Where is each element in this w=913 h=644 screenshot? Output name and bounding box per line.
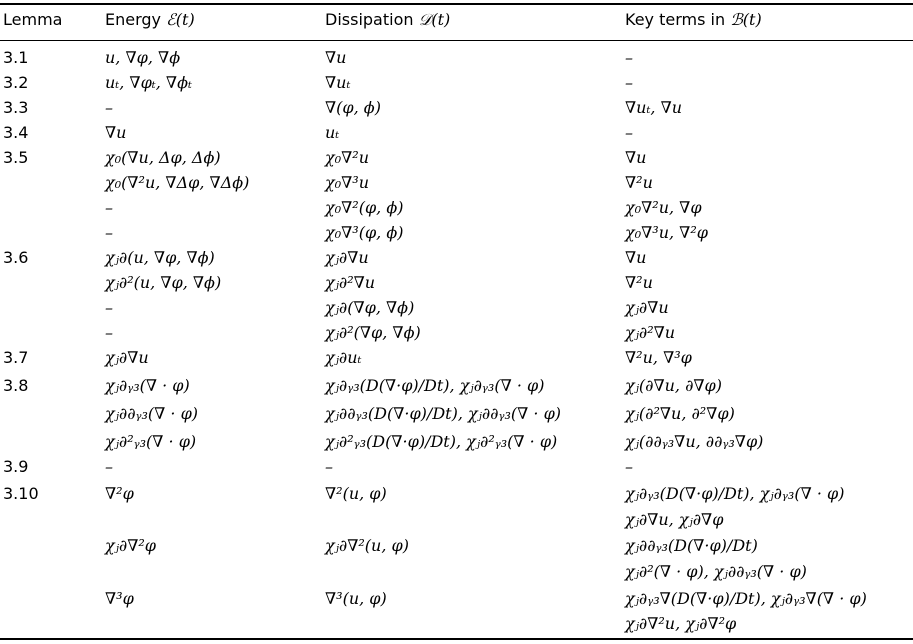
key-terms-cell: χⱼ∂∇u <box>625 298 669 317</box>
table-row <box>0 586 913 611</box>
energy-cell: χⱼ∂ᵧ₃(∇ · φ) <box>105 376 190 395</box>
dissipation-cell: ∇²(u, φ) <box>325 484 387 503</box>
header-dissipation <box>325 9 450 31</box>
table-row <box>0 270 913 295</box>
table-row <box>0 559 913 584</box>
energy-cell: ∇²φ <box>105 484 134 503</box>
lemma-cell: 3.5 <box>3 148 29 167</box>
header-key-terms <box>625 9 762 31</box>
key-terms-cell: χⱼ∂²∇u <box>625 323 676 342</box>
table-row <box>0 70 913 95</box>
energy-cell: – <box>105 223 113 242</box>
header-energy-prefix: Energy <box>105 10 167 29</box>
dissipation-cell: uₜ <box>325 123 340 142</box>
key-terms-cell: ∇²u <box>625 273 653 292</box>
key-terms-cell: χⱼ∂∇u, χⱼ∂∇φ <box>625 510 724 529</box>
table-row <box>0 95 913 120</box>
header-key-symbol: ℬ <box>730 10 743 29</box>
energy-cell: u, ∇φ, ∇ϕ <box>105 48 181 67</box>
energy-cell: χⱼ∂²(u, ∇φ, ∇ϕ) <box>105 273 222 292</box>
dissipation-cell: χⱼ∂∇²(u, φ) <box>325 536 409 555</box>
lemma-cell: 3.9 <box>3 457 29 476</box>
dissipation-cell: χ₀∇²(φ, ϕ) <box>325 198 404 217</box>
table-row <box>0 245 913 270</box>
header-energy-arg: (t) <box>175 10 195 29</box>
key-terms-cell: ∇u <box>625 148 647 167</box>
dissipation-cell: ∇(φ, ϕ) <box>325 98 381 117</box>
key-terms-cell: – <box>625 48 633 67</box>
dissipation-cell: χⱼ∂uₜ <box>325 348 362 367</box>
dissipation-cell: χⱼ∂∇u <box>325 248 369 267</box>
table-row <box>0 220 913 245</box>
table-row <box>0 454 913 479</box>
bottom-rule <box>0 638 913 640</box>
header-energy-symbol: ℰ <box>166 10 176 29</box>
lemma-cell: 3.4 <box>3 123 29 142</box>
key-terms-cell: χⱼ∂∂ᵧ₃(D(∇·φ)/Dt) <box>625 536 758 555</box>
key-terms-cell: χⱼ∂∇²u, χⱼ∂∇²φ <box>625 614 737 633</box>
key-terms-cell: ∇²u, ∇³φ <box>625 348 692 367</box>
lemma-cell: 3.6 <box>3 248 29 267</box>
energy-cell: χⱼ∂²ᵧ₃(∇ · φ) <box>105 432 197 451</box>
energy-cell: χⱼ∂∇²φ <box>105 536 156 555</box>
energy-cell: – <box>105 198 113 217</box>
table-row <box>0 295 913 320</box>
dissipation-cell: ∇³(u, φ) <box>325 589 387 608</box>
key-terms-cell: ∇uₜ, ∇u <box>625 98 683 117</box>
dissipation-cell: χⱼ∂∂ᵧ₃(D(∇·φ)/Dt), χⱼ∂∂ᵧ₃(∇ · φ) <box>325 404 562 423</box>
header-dissipation-arg: (t) <box>431 10 451 29</box>
lemma-cell: 3.3 <box>3 98 29 117</box>
energy-cell: – <box>105 298 113 317</box>
energy-cell: – <box>105 457 113 476</box>
table-row <box>0 145 913 170</box>
energy-cell: χ₀(∇u, Δφ, Δϕ) <box>105 148 221 167</box>
table-row <box>0 195 913 220</box>
energy-cell: χⱼ∂(u, ∇φ, ∇ϕ) <box>105 248 215 267</box>
table-row <box>0 507 913 532</box>
dissipation-cell: χⱼ∂²ᵧ₃(D(∇·φ)/Dt), χⱼ∂²ᵧ₃(∇ · φ) <box>325 432 558 451</box>
dissipation-cell: χⱼ∂ᵧ₃(D(∇·φ)/Dt), χⱼ∂ᵧ₃(∇ · φ) <box>325 376 545 395</box>
energy-cell: – <box>105 98 113 117</box>
key-terms-cell: – <box>625 73 633 92</box>
table-row <box>0 45 913 70</box>
key-terms-cell: ∇u <box>625 248 647 267</box>
dissipation-cell: χ₀∇²u <box>325 148 369 167</box>
dissipation-cell: ∇u <box>325 48 347 67</box>
table-row <box>0 611 913 636</box>
header-key-prefix: Key terms in <box>625 10 731 29</box>
key-terms-cell: χⱼ∂²(∇ · φ), χⱼ∂∂ᵧ₃(∇ · φ) <box>625 562 807 581</box>
dissipation-cell: ∇uₜ <box>325 73 351 92</box>
dissipation-cell: χ₀∇³(φ, ϕ) <box>325 223 404 242</box>
header-rule <box>0 40 913 41</box>
header-dissipation-symbol: 𝒟 <box>418 10 432 29</box>
key-terms-cell: ∇²u <box>625 173 653 192</box>
energy-cell: χⱼ∂∂ᵧ₃(∇ · φ) <box>105 404 199 423</box>
lemma-cell: 3.10 <box>3 484 39 503</box>
key-terms-cell: χⱼ∂ᵧ₃∇(D(∇·φ)/Dt), χⱼ∂ᵧ₃∇(∇ · φ) <box>625 589 867 608</box>
energy-cell: ∇³φ <box>105 589 134 608</box>
table-row <box>0 481 913 506</box>
table-row <box>0 373 913 398</box>
header-lemma <box>3 9 62 31</box>
key-terms-cell: χⱼ(∂∇u, ∂∇φ) <box>625 376 722 395</box>
energy-cell: – <box>105 323 113 342</box>
lemma-cell: 3.7 <box>3 348 29 367</box>
lemma-cell: 3.2 <box>3 73 29 92</box>
energy-cell: uₜ, ∇φₜ, ∇ϕₜ <box>105 73 192 92</box>
energy-cell: χ₀(∇²u, ∇Δφ, ∇Δϕ) <box>105 173 250 192</box>
key-terms-cell: χⱼ(∂∂ᵧ₃∇u, ∂∂ᵧ₃∇φ) <box>625 432 764 451</box>
key-terms-cell: χ₀∇³u, ∇²φ <box>625 223 708 242</box>
dissipation-cell: – <box>325 457 333 476</box>
energy-cell: ∇u <box>105 123 127 142</box>
table-row <box>0 170 913 195</box>
dissipation-cell: χ₀∇³u <box>325 173 369 192</box>
key-terms-cell: – <box>625 457 633 476</box>
table-row <box>0 401 913 426</box>
dissipation-cell: χⱼ∂²∇u <box>325 273 376 292</box>
lemma-cell: 3.8 <box>3 376 29 395</box>
energy-cell: χⱼ∂∇u <box>105 348 149 367</box>
table-row <box>0 429 913 454</box>
key-terms-cell: χⱼ(∂²∇u, ∂²∇φ) <box>625 404 735 423</box>
header-energy <box>105 9 195 31</box>
table-row <box>0 120 913 145</box>
key-terms-cell: – <box>625 123 633 142</box>
table-row <box>0 345 913 370</box>
header-lemma-label: Lemma <box>3 10 63 29</box>
table-row <box>0 320 913 345</box>
dissipation-cell: χⱼ∂²(∇φ, ∇ϕ) <box>325 323 421 342</box>
key-terms-cell: χⱼ∂ᵧ₃(D(∇·φ)/Dt), χⱼ∂ᵧ₃(∇ · φ) <box>625 484 845 503</box>
top-rule <box>0 3 913 5</box>
dissipation-cell: χⱼ∂(∇φ, ∇ϕ) <box>325 298 415 317</box>
table-row <box>0 533 913 558</box>
header-dissipation-prefix: Dissipation <box>325 10 419 29</box>
header-key-arg: (t) <box>742 10 762 29</box>
lemma-cell: 3.1 <box>3 48 29 67</box>
key-terms-cell: χ₀∇²u, ∇φ <box>625 198 702 217</box>
